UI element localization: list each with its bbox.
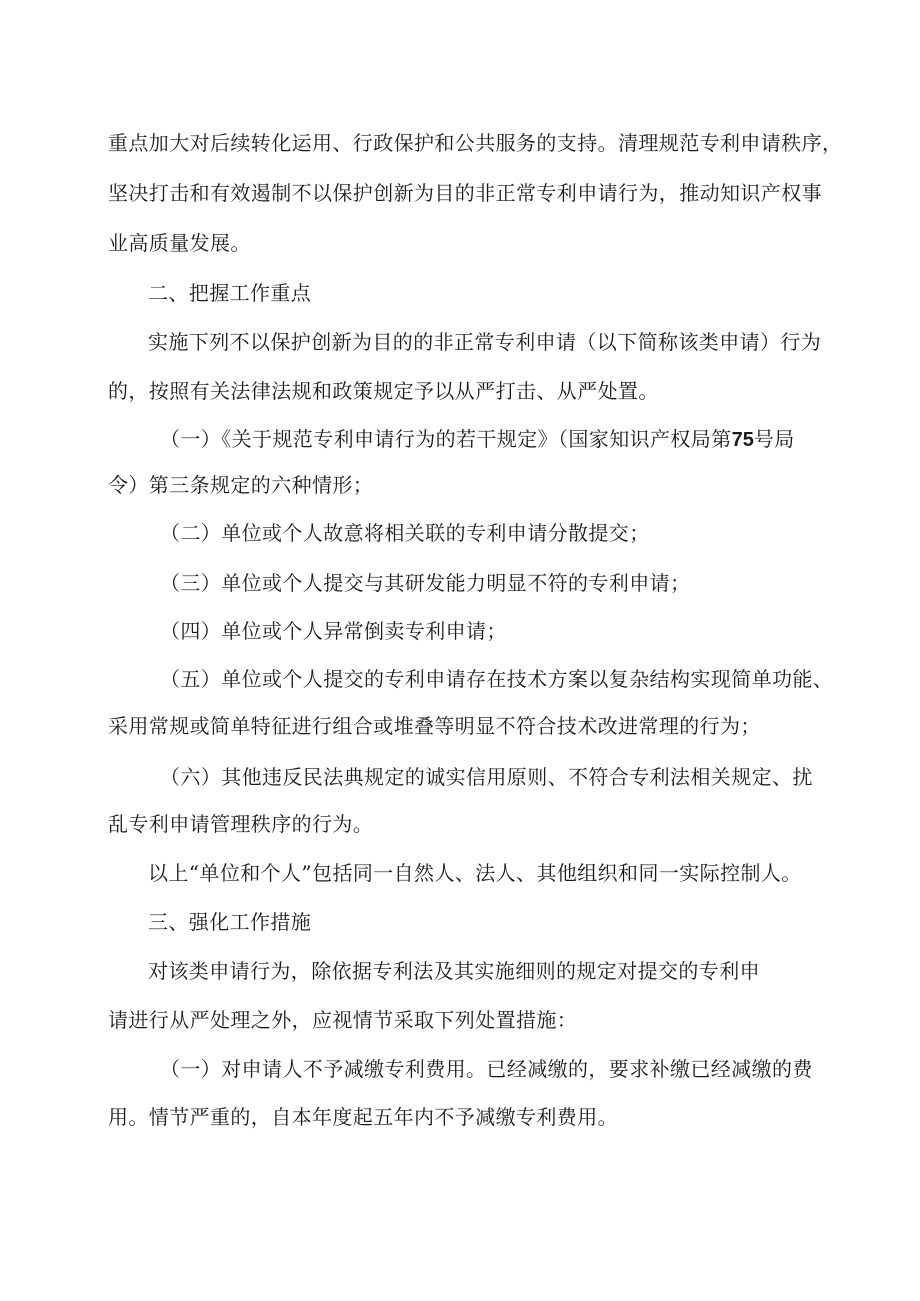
intro-line-2: 坚决打击和有效遏制不以保护创新为目的非正常专利申请行为，推动知识产权事 [108,181,822,205]
item-1-text-after: 号局 [753,427,795,451]
item-1-text-before: （一）《关于规范专利申请行为的若干规定》（国家知识产权局第 [160,427,732,451]
section-two-lead-line-1: 实施下列不以保护创新为目的的非正常专利申请（以下简称该类申请）行为 [148,330,822,354]
section-two-lead-line-2: 的，按照有关法律法规和政策规定予以从严打击、从严处置。 [108,379,659,403]
intro-line-3: 业高质量发展。 [108,231,251,255]
individual-definition-note: 以上“单位和个人”包括同一自然人、法人、其他组织和同一实际控制人。 [148,861,802,885]
item-3: （三）单位或个人提交与其研发能力明显不符的专利申请； [160,571,691,595]
item-5-line-2: 采用常规或简单特征进行组合或堆叠等明显不符合技术改进常理的行为； [108,714,761,738]
section-three-lead-line-2: 请进行从严处理之外，应视情节采取下列处置措施： [108,1008,578,1032]
measure-1-line-2: 用。情节严重的，自本年度起五年内不予减缴专利费用。 [108,1105,618,1129]
order-number: 75 [731,429,754,451]
section-three-heading: 三、强化工作措施 [148,910,312,934]
item-5-line-1: （五）单位或个人提交的专利申请存在技术方案以复杂结构实现简单功能、 [160,667,834,691]
item-1-line-1 [160,426,795,453]
item-1-line-2: 令）第三条规定的六种情形； [108,473,374,497]
section-two-heading: 二、把握工作重点 [148,281,312,305]
item-4: （四）单位或个人异常倒卖专利申请； [160,619,507,643]
item-6-line-1: （六）其他违反民法典规定的诚实信用原则、不符合专利法相关规定、扰 [160,765,813,789]
measure-1-line-1: （一）对申请人不予减缴专利费用。已经减缴的，要求补缴已经减缴的费 [160,1057,813,1081]
item-6-line-2: 乱专利申请管理秩序的行为。 [108,812,374,836]
item-2: （二）单位或个人故意将相关联的专利申请分散提交； [160,521,650,545]
section-three-lead-line-1: 对该类申请行为，除依据专利法及其实施细则的规定对提交的专利申 [148,959,760,983]
intro-line-1: 重点加大对后续转化运用、行政保护和公共服务的支持。清理规范专利申请秩序， [108,131,843,155]
